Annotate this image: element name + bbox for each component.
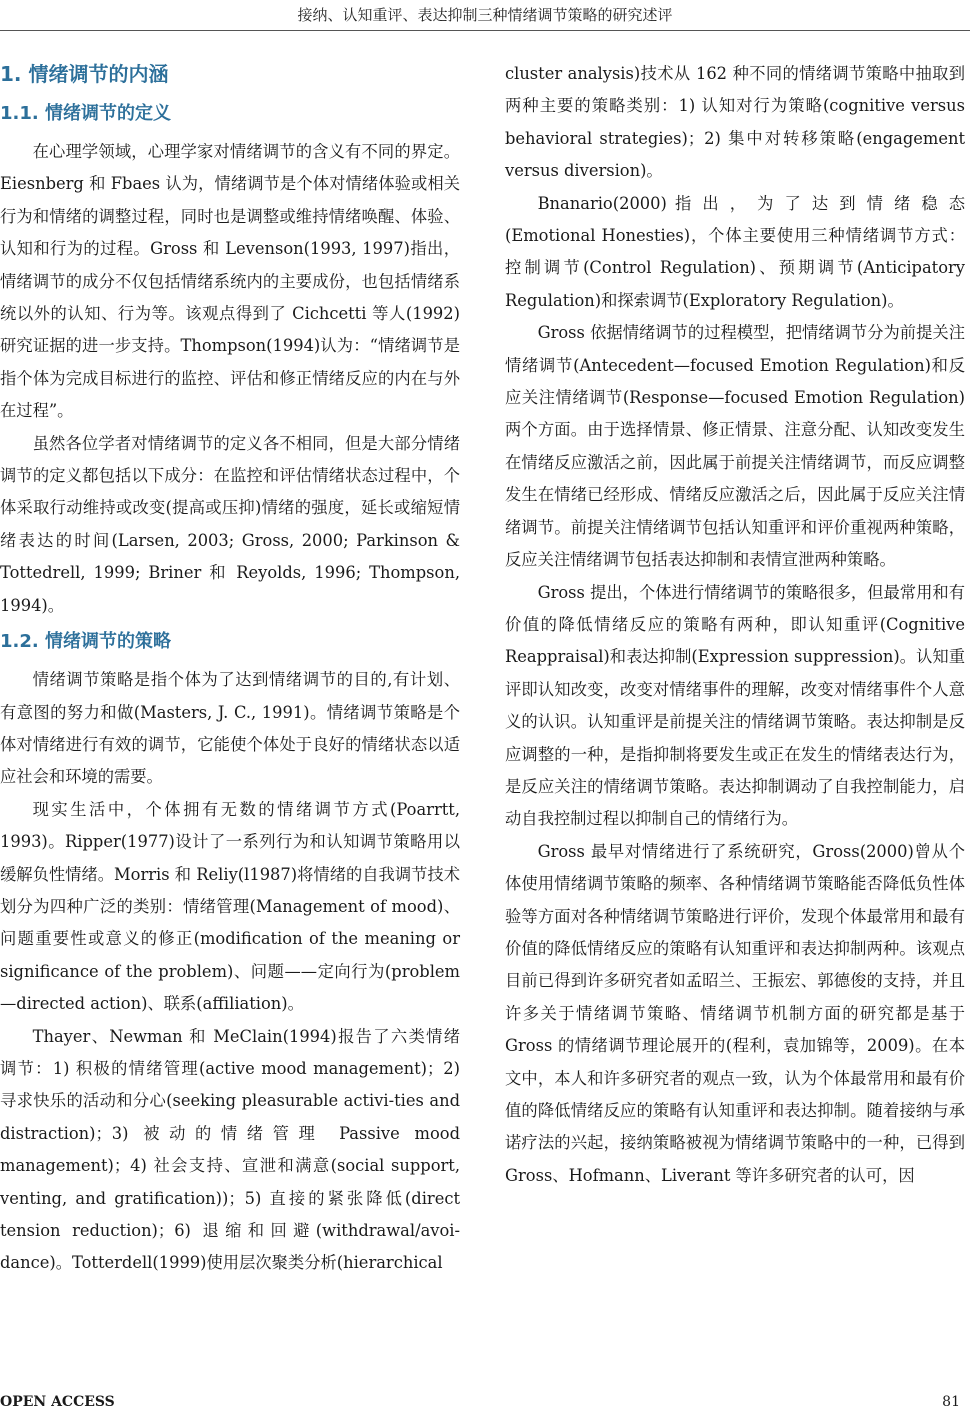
- paragraph: 虽然各位学者对情绪调节的定义各不相同，但是大部分情绪调节的定义都包括以下成分：在监控和评估情绪状态过程中，个体采取行动维持或改变(提高或压抑)情绪的强度，延长或缩短情绪表达的时间(Larsen, 2003; Gross, 2000; Parkinson & Tottedrell, 1999; Briner 和 Reyolds, 1996; Thompson, 1994)。: [0, 433, 460, 615]
- paragraph: Thayer、Newman 和 MeClain(1994)报告了六类情绪调节：1) 积极的情绪管理(active mood management)；2) 寻求快乐的活动和分心(seeking pleasurable activi-ties and distraction)；3) 被动的情绪管理 Passive mood management)；4) 社会支持、宣泄和满意(social support, venting, and gratification))；5) 直接的紧张降低(direct tension reduction)；6) 退缩和回避(withdrawal/avoi-dance)。Totterdell(1999)使用层次聚类分析(hierarchical: [0, 1026, 460, 1273]
- section-heading: 1. 情绪调节的内涵: [0, 62, 169, 86]
- right-column: [505, 58, 965, 1192]
- running-header: 接纳、认知重评、表达抑制三种情绪调节策略的研究述评: [297, 6, 673, 24]
- paragraph: Gross 提出，个体进行情绪调节的策略很多，但最常用和有价值的降低情绪反应的策略有两种，即认知重评(Cognitive Reappraisal)和表达抑制(Expression suppression)。认知重评即认知改变，改变对情绪事件的理解，改变对情绪事件个人意义的认识。认知重评是前提关注的情绪调节策略。表达抑制是反应调整的一种，是指抑制将要发生或正在发生的情绪表达行为，是反应关注的情绪调节策略。表达抑制调动了自我控制能力，启动自我控制过程以抑制自己的情绪行为。: [505, 582, 965, 829]
- paragraph: Gross 最早对情绪进行了系统研究，Gross(2000)曾从个体使用情绪调节策略的频率、各种情绪调节策略能否降低负性体验等方面对各种情绪调节策略进行评价，发现个体最常用和最有价值的降低情绪反应的策略有认知重评和表达抑制两种。该观点目前已得到许多研究者如孟昭兰、王振宏、郭德俊的支持，并且许多关于情绪调节策略、情绪调节机制方面的研究都是基于 Gross 的情绪调节理论展开的(程利，袁加锦等，2009)。在本文中，本人和许多研究者的观点一致，认为个体最常用和最有价值的降低情绪反应的策略有认知重评和表达抑制。随着接纳与承诺疗法的兴起，接纳策略被视为情绪调节策略中的一种，已得到 Gross、Hofmann、Liverant 等许多研究者的认可，因: [505, 841, 965, 1185]
- paragraph: Gross 依据情绪调节的过程模型，把情绪调节分为前提关注情绪调节(Antecedent—focused Emotion Regulation)和反应关注情绪调节(Response—focused Emotion Regulation)两个方面。由于选择情景、修正情景、注意分配、认知改变发生在情绪反应激活之前，因此属于前提关注情绪调节，而反应调整发生在情绪已经形成、情绪反应激活之后，因此属于反应关注情绪调节。前提关注情绪调节包括认知重评和评价重视两种策略，反应关注情绪调节包括表达抑制和表情宣泄两种策略。: [505, 323, 965, 570]
- subsection-heading-definition: 1.1. 情绪调节的定义: [0, 103, 171, 124]
- paragraph: 情绪调节策略是指个体为了达到情绪调节的目的,有计划、有意图的努力和做(Masters, J. C., 1991)。情绪调节策略是个体对情绪进行有效的调节，它能使个体处于良好的情绪状态以适应社会和环境的需要。: [0, 670, 460, 787]
- left-column: [0, 58, 460, 1280]
- journal-footer: OPEN ACCESS: [0, 1394, 115, 1410]
- subsection-heading-strategies: 1.2. 情绪调节的策略: [0, 631, 171, 653]
- paragraph-continued: cluster analysis)技术从 162 种不同的情绪调节策略中抽取到两种主要的策略类别：1) 认知对行为策略(cognitive versus behavioral strategies)；2) 集中对转移策略(engagement versus diversion)。: [505, 64, 965, 181]
- paragraph: 现实生活中，个体拥有无数的情绪调节方式(Poarrtt, 1993)。Ripper(1977)设计了一系列行为和认知调节策略用以缓解负性情绪。Morris 和 Reliy(l1987)将情绪的自我调节技术划分为四种广泛的类别：情绪管理(Management of mood)、问题重要性或意义的修正(modification of the meaning or significance of the problem)、问题——定向行为(problem—directed action)、联系(affiliation)。: [0, 799, 460, 1014]
- paragraph: 在心理学领域，心理学家对情绪调节的含义有不同的界定。Eiesnberg 和 Fbaes 认为，情绪调节是个体对情绪体验或相关行为和情绪的调整过程，同时也是调整或维持情绪唤醒、体验、认知和行为的过程。Gross 和 Levenson(1993, 1997)指出，情绪调节的成分不仅包括情绪系统内的主要成份，也包括情绪系统以外的认知、行为等。该观点得到了 Cichcetti 等人(1992)研究证据的进一步支持。Thompson(1994)认为：“情绪调节是指个体为完成目标进行的监控、评估和修正情绪反应的内在与外在过程”。: [0, 142, 460, 421]
- paragraph: Bnanario(2000) 指 出 ， 为 了 达 到 情 绪 稳 态(Emotional Honesties)，个体主要使用三种情绪调节方式：控制调节(Control Regulation)、预期调节(Anticipatory Regulation)和探索调节(Exploratory Regulation)。: [505, 193, 965, 310]
- page-number: 81: [942, 1394, 960, 1410]
- header-rule: [0, 30, 970, 31]
